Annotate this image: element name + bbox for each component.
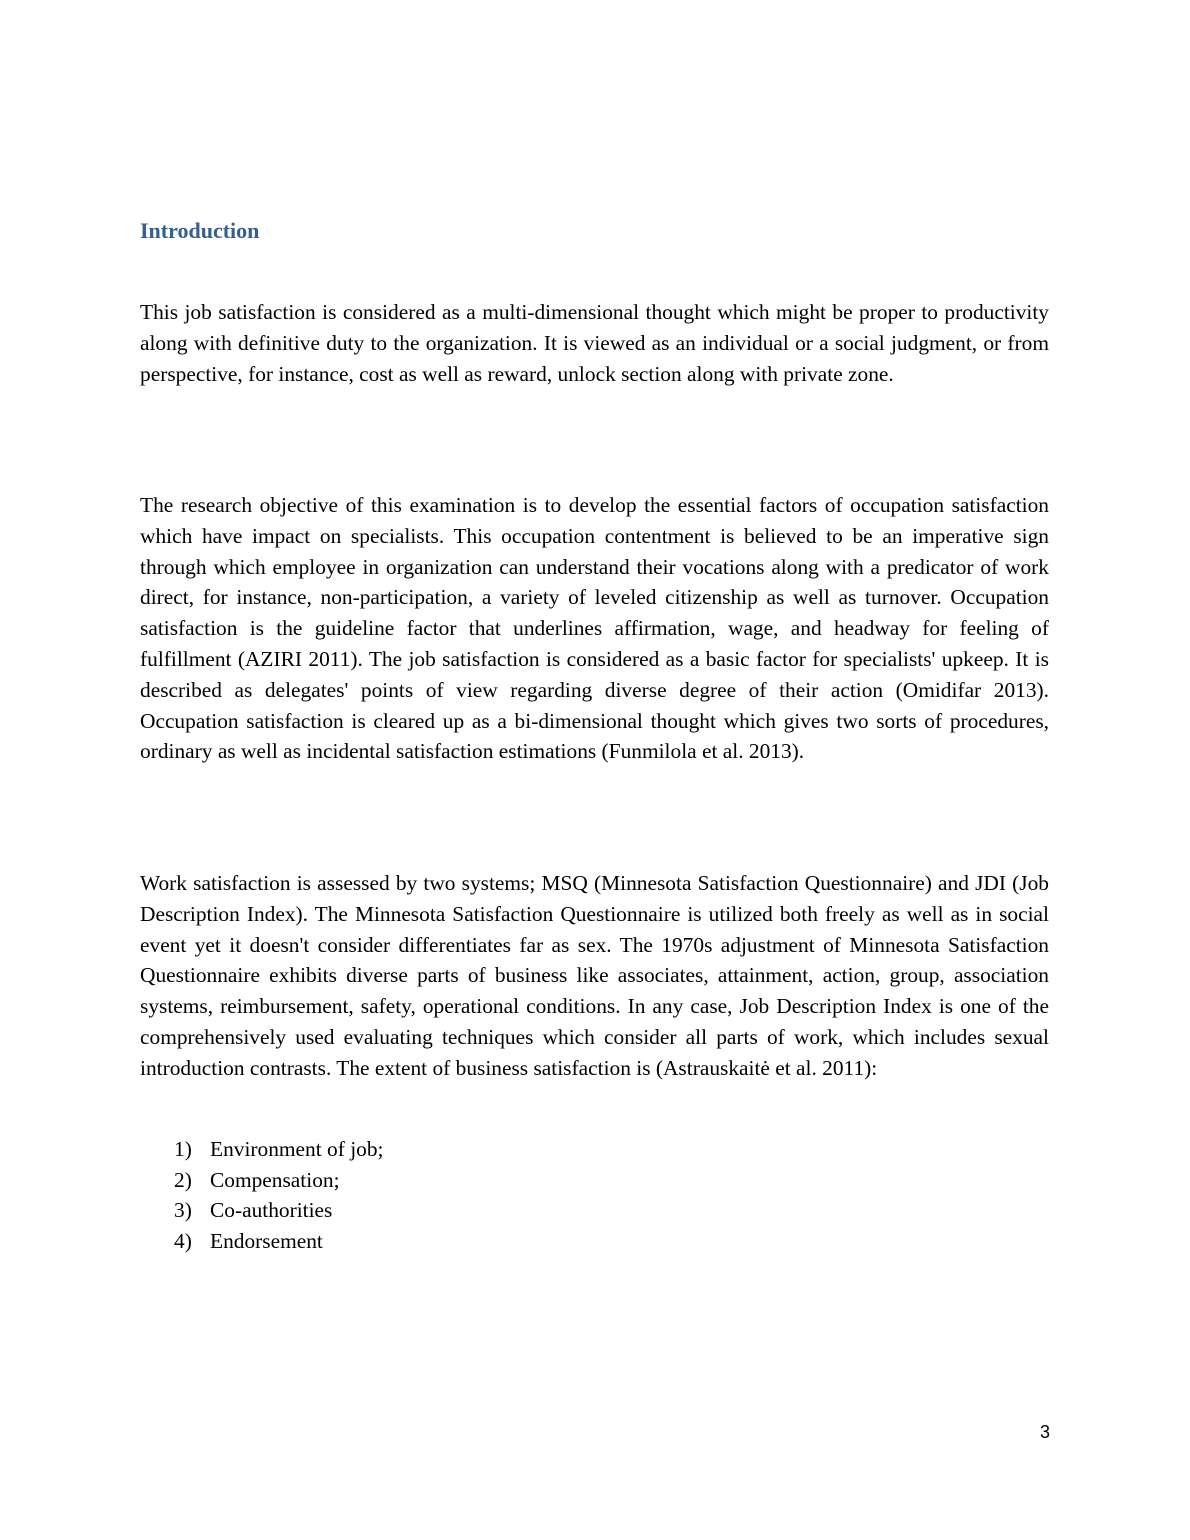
paragraph-1: This job satisfaction is considered as a multi-dimensional thought which might be proper to productivity along with definitive duty to the organization. It is viewed as an individual or a social judgment, or from perspective, for instance, cost as well as reward, unlock section along with private zone. (140, 300, 1049, 386)
page-number: 3 (1039, 1422, 1050, 1442)
paragraph-3: Work satisfaction is assessed by two systems; MSQ (Minnesota Satisfaction Questionnaire) and JDI (Job Description Index). The Minnesota Satisfaction Questionnaire is utilized both freely as well as in social event yet it doesn't consider differentiates far as sex. The 1970s adjustment of Minnesota Satisfaction Questionnaire exhibits diverse parts of business like associates, attainment, action, group, association systems, reimbursement, safety, operational conditions. In any case, Job Description Index is one of the comprehensively used evaluating techniques which consider all parts of work, which includes sexual introduction contrasts. The extent of business satisfaction is (Astrauskaitė et al. 2011): (140, 871, 1049, 1080)
list-item (140, 1134, 383, 1165)
list-item-text: Endorsement (210, 1228, 323, 1253)
list-item-number: 3) (174, 1198, 192, 1223)
list-item (140, 1165, 383, 1196)
list-item (140, 1195, 383, 1226)
list-item-text: Environment of job; (210, 1137, 384, 1161)
section-heading: Introduction (140, 218, 260, 243)
paragraph-2: The research objective of this examination is to develop the essential factors of occupation satisfaction which have impact on specialists. This occupation contentment is believed to be an imperative sign through which employee in organization can understand their vocations along with a predicator of work direct, for instance, non-participation, a variety of leveled citizenship as well as turnover. Occupation satisfaction is the guideline factor that underlines affirmation, wage, and headway for feeling of fulfillment (AZIRI 2011). The job satisfaction is considered as a basic factor for specialists' upkeep. It is described as delegates' points of view regarding diverse degree of their action (Omidifar 2013). Occupation satisfaction is cleared up as a bi-dimensional thought which gives two sorts of procedures, ordinary as well as incidental satisfaction estimations (Funmilola et al. 2013). (140, 493, 1049, 764)
list-item-number: 1) (174, 1137, 192, 1161)
list-item-number: 4) (174, 1228, 192, 1253)
list-item-text: Co-authorities (210, 1198, 333, 1223)
list-item-number: 2) (174, 1167, 192, 1192)
numbered-list (140, 1134, 383, 1256)
list-item-text: Compensation; (210, 1167, 340, 1192)
list-item (140, 1226, 383, 1257)
